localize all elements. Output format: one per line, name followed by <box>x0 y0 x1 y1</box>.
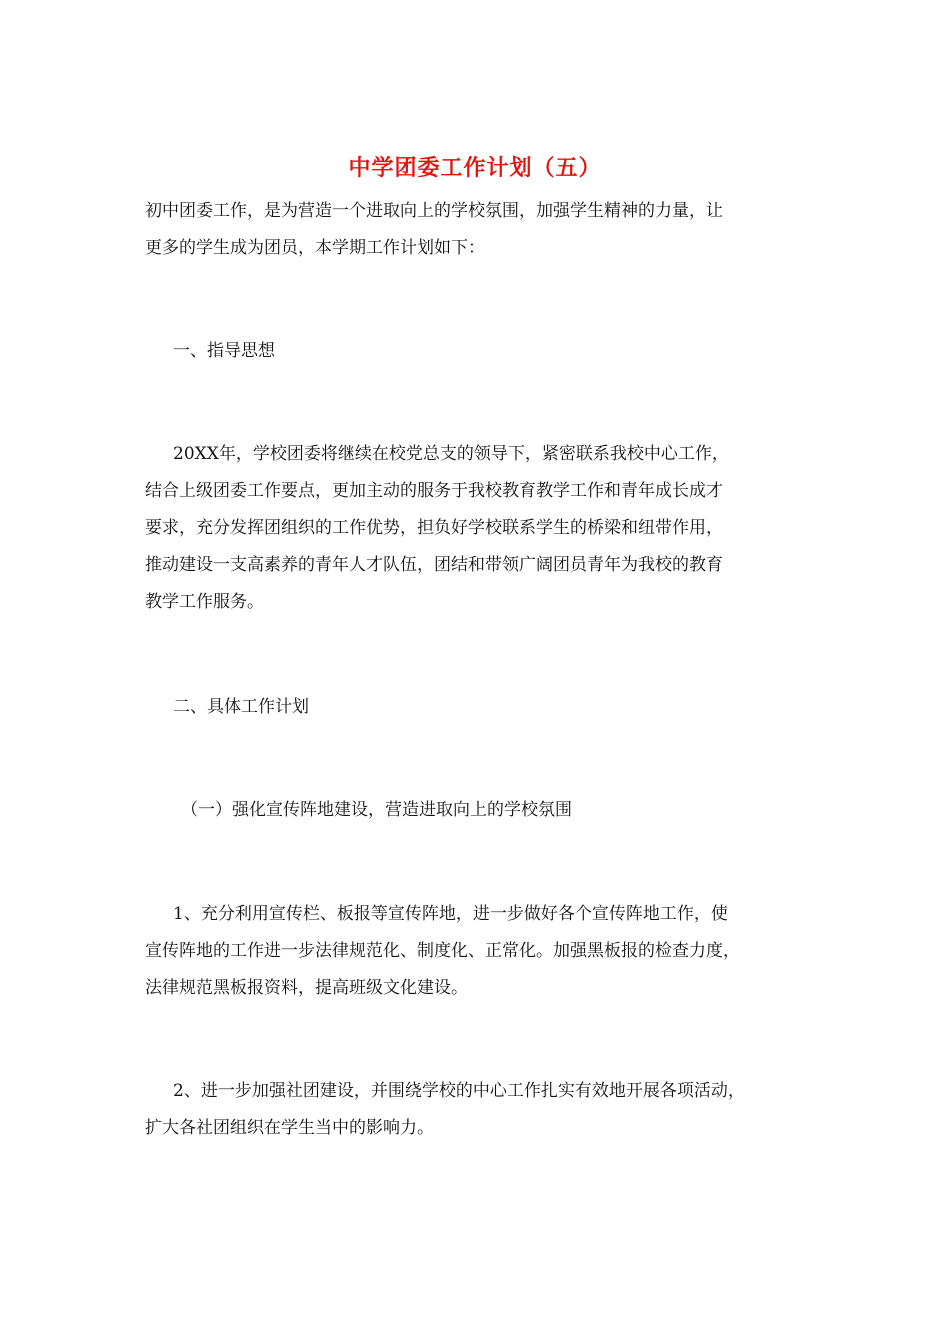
section-1-line-2: 结合上级团委工作要点，更加主动的服务于我校教育教学工作和青年成长成才 <box>145 481 723 501</box>
item-1-line-1: 1、充分利用宣传栏、板报等宣传阵地，进一步做好各个宣传阵地工作，使 <box>173 904 728 924</box>
section-1-line-4: 推动建设一支高素养的青年人才队伍，团结和带领广阔团员青年为我校的教育 <box>145 555 723 575</box>
section-1-line-1: 20XX年，学校团委将继续在校党总支的领导下，紧密联系我校中心工作， <box>173 444 729 464</box>
item-2-line-2: 扩大各社团组织在学生当中的影响力。 <box>145 1118 434 1138</box>
section-1-body <box>145 436 810 621</box>
item-1-line-2: 宣传阵地的工作进一步法律规范化、制度化、正常化。加强黑板报的检查力度， <box>145 941 740 961</box>
intro-paragraph <box>145 193 810 267</box>
intro-line-1: 初中团委工作，是为营造一个进取向上的学校氛围，加强学生精神的力量，让 <box>145 201 723 221</box>
section-1-line-3: 要求，充分发挥团组织的工作优势，担负好学校联系学生的桥梁和纽带作用， <box>145 518 723 538</box>
document-title: 中学团委工作计划（五） <box>348 155 602 181</box>
item-1-line-3: 法律规范黑板报资料，提高班级文化建设。 <box>145 978 468 998</box>
item-2-line-1: 2、进一步加强社团建设，并围绕学校的中心工作扎实有效地开展各项活动， <box>173 1081 745 1101</box>
item-1-paragraph <box>145 896 810 1007</box>
section-2-heading <box>145 689 810 726</box>
section-1-line-5: 教学工作服务。 <box>145 592 264 612</box>
section-1-heading <box>145 333 810 370</box>
subsection-1-heading-text: （一）强化宣传阵地建设，营造进取向上的学校氛围 <box>181 800 572 820</box>
section-2-heading-text: 二、具体工作计划 <box>173 697 309 717</box>
intro-line-2: 更多的学生成为团员，本学期工作计划如下： <box>145 238 485 258</box>
subsection-1-heading <box>145 792 810 829</box>
item-2-paragraph <box>145 1073 810 1147</box>
section-1-heading-text: 一、指导思想 <box>173 341 275 361</box>
